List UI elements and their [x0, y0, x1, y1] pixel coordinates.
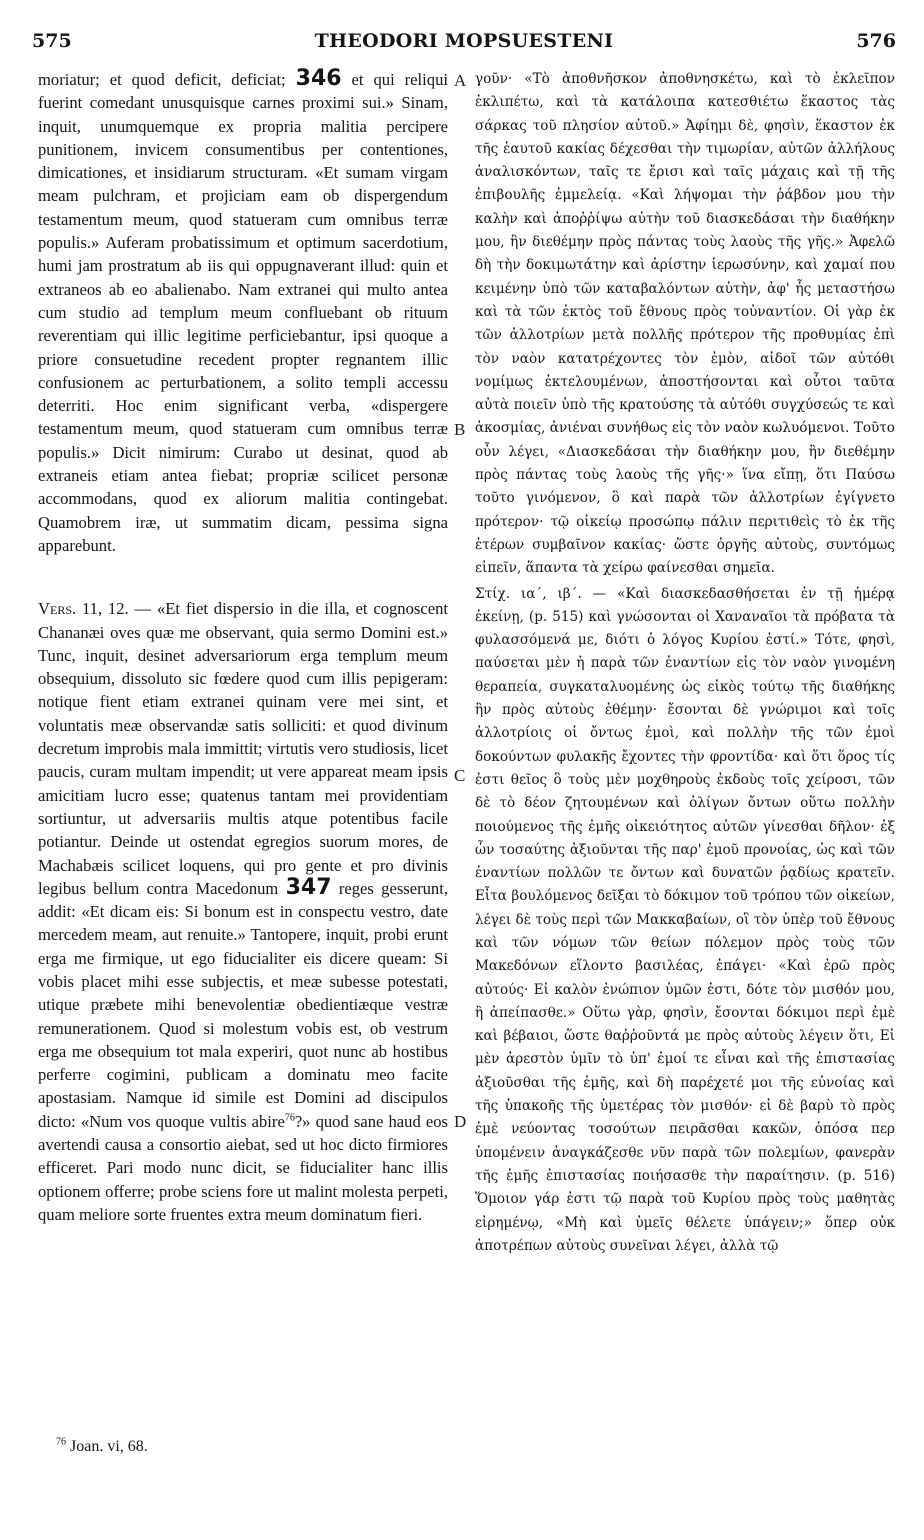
- footnote-ref: 76: [284, 1112, 295, 1124]
- latin-text: et qui reliqui fuerint comedant unusquisque carnes proximi sui.» Sinam, inquit, unumquemque ex propria malitia percipere punitionem, invicem consumentibus per contentiones, dimicationes, et insidiarum structuram. «Et sumam virgam meam pulchram, et projiciam eam ob dispergendum testamentum meum, quod statueram cum omnibus terræ populis.» Auferam probatissimum et optimum sacerdotium, humi jam prostratum ab iis qui oppugnaverant illud: quin et extraneos ab eo abalienabo. Nam extranei qui multo antea cum studio ad templum meum confluebant ob rituum reverentiam qui illic legitime perficiebantur, ipsi quoque a priore consuetudine recedent propter regnantem illic confusionem ac perturbationem, a solito templi accessu deterriti. Hoc enim significant verba, «dispergere testamentum meum, quod statueram cum omnibus terræ populis.» Dicit nimirum: Curabo ut desinat, quod ab extraneis etiam antea fiebat; propriæ scilicet personæ accommodans, quod ex aliorum malitia contingebat. Quamobrem iræ, ut summatim dicam, pessima signa apparebunt.: [38, 70, 448, 555]
- margin-marker-a: A: [454, 71, 467, 90]
- latin-paragraph-1: [38, 68, 448, 557]
- running-title: THEODORI MOPSUESTENI: [314, 30, 614, 52]
- greek-column: [475, 68, 895, 1258]
- page-number-left: 575: [32, 30, 72, 52]
- margin-marker-c: C: [454, 766, 466, 785]
- latin-text: ?» quod sane haud eos avertendi causa a consortio aiebat, sed ut hoc dicto firmiores efficeret. Pari modo nunc dicit, se fiducialiter hanc illis optionem offerre; probe sciens fore ut malint molesta perpeti, quam meliore sorte fruentes extra meum dominatum fieri.: [38, 1111, 448, 1224]
- page-number-right: 576: [856, 30, 896, 52]
- footnote-text: Joan. vi, 68.: [66, 1438, 148, 1455]
- column-number: 346: [295, 66, 342, 91]
- latin-text: — «Et fiet dispersio in die illa, et cognoscent Chananæi oves quæ me observant, quia sermo Domini est.» Tunc, inquit, desinet adversariorum erga templum meum obsequium, dissoluto sic fœdere quod cum illis pepigeram: notique fient etiam extranei quinam vere mei sint, et voluntatis meæ observandæ satis solliciti: et quod divinum decretum improbis mala immittit; virtutis vero studiosis, licet paucis, curam multam impendit; ut vere appareat meam ipsis amicitiam lucro esse; quatenus tantam mei providentiam sortiuntur, ut adversariis multis atque potentibus facile potiantur. Deinde ut ostendat egregios suorum mores, de Machabæis scilicet loquens, qui pro gente et pro divinis legibus bellum contra Macedonum: [38, 599, 448, 898]
- greek-paragraph-2: Στίχ. ια΄, ιβ΄. — «Καὶ διασκεδασθήσεται ἐν τῇ ἡμέρᾳ ἐκείνῃ, (p. 515) καὶ γνώσονται οἱ Χαναναῖοι τὰ πρόβατα τὰ φυλασσόμενά με, διότι ὁ λόγος Κυρίου ἐστί.» Τότε, φησὶ, παύσεται μὲν ἡ παρὰ τῶν ἐναντίων εἰς τὸν ναὸν γινομένη θεραπεία, συγκαταλυομένης ὡς εἰκὸς τούτῳ τῆς διαθήκης ἣν πρὸς αὐτοὺς ἐθέμην· ἔσονται δὲ γνώριμοι καὶ τοῖς ἀλλοτρίοις οἱ ὄντως ἐμοὶ, καὶ πολλὴν τῆς τῶν ἐμοὶ δοκούντων φυλακῆς ἔχοντες τὴν φροντίδα· καὶ ὅτι ὅρος τίς ἐστι θεῖος ὃ τοὺς μὲν μοχθηροὺς ἐκδοὺς τοῖς χείροσι, τῶν δὲ τὸ δέον ζητουμένων καὶ ὀλίγων ὄντων οὕτω πολλὴν ποιούμενος τῆς ἐμῆς οἰκειότητος αὐτῶν γίνεσθαι δῆλον· ἐξ ὧν τοσαύτης ἀξιοῦνται τῆς παρ' ἐμοῦ προνοίας, ὡς καὶ τῶν ἐναντίων πολλῶν τε ὄντων καὶ δυνατῶν ῥᾳδίως κρατεῖν. Εἶτα βουλόμενος δεῖξαι τὸ δόκιμον τοῦ τρόπου τῶν οἰκείων, λέγει δὲ τοὺς περὶ τῶν Μακκαβαίων, οἳ τὸν ὑπὲρ τοῦ ἔθνους καὶ τῶν νόμων τῶν θείων πόλεμον πρὸς τοὺς τῶν Μακεδόνων εἵλοντο βασιλέας, ἐπάγει· «Καὶ ἐρῶ πρὸς αὐτούς· Εἰ καλὸν ἐνώπιον ὑμῶν ἐστι, δότε τὸν μισθόν μου, ἢ ἀπείπασθε.» Οὕτω γὰρ, φησὶν, ἔσονται δόκιμοι περὶ ἐμὲ καὶ βέβαιοι, ὥστε θαῤῥοῦντά με πρὸς αὐτοὺς λέγειν ὅτι, Εἰ μὲν ἀρεστὸν ὑμῖν τὸ ὑπ' ἐμοί τε εἶναι καὶ τῆς ἐπιστασίας ἀξιοῦσθαι τῆς ἐμῆς, καὶ δὴ παρέχετέ μοι τῆς εὐνοίας καὶ τῆς ὑπακοῆς τῆς ὑμετέρας τὸν μισθόν· εἰ δὲ βαρὺ τὸ πρὸς ἐμὲ νεύοντας τοσούτων πειρᾶσθαι κακῶν, ὁπόσα περ ὑπομένειν ἀναγκάζεσθε νῦν παρὰ τῶν πολεμίων, φανερὰν τῆς ἐμῆς ἐπιστασίας ποιήσασθε τὴν παραίτησιν. (p. 516) Ὅμοιον γάρ ἐστι τῷ παρὰ τοῦ Κυρίου πρὸς τοὺς μαθητὰς εἰρημένῳ, «Μὴ καὶ ὑμεῖς θέλετε ὑπάγειν;» ὅπερ οὐκ ἀποτρέπων αὐτοὺς συνεῖναι λέγει, ἀλλὰ τῷ: [475, 585, 895, 1254]
- footnote: [56, 1438, 148, 1456]
- column-number: 347: [285, 874, 332, 900]
- greek-paragraph-1: γοῦν· «Τὸ ἀποθνῆσκον ἀποθνησκέτω, καὶ τὸ ἐκλεῖπον ἐκλιπέτω, καὶ τὰ κατάλοιπα κατεσθιέτω ἕκαστος τὰς σάρκας τοῦ πλησίον αὐτοῦ.» Ἀφίημι δὲ, φησὶν, ἕκαστον ἐκ τῆς ἑαυτοῦ κακίας δέχεσθαι τὴν τιμωρίαν, αὐτῶν ἀλλήλους ἀναλισκόντων, ταῖς τε ἔρισι καὶ ταῖς μάχαις καὶ τῇ τῆς ἐπιβουλῆς ἐμμελείᾳ. «Καὶ λήψομαι τὴν ῥάβδον μου τὴν καλὴν καὶ ἀποῤῥίψω αὐτὴν τοῦ διασκεδάσαι τὴν διαθήκην μου, ἣν διεθέμην πρὸς πάντας τοὺς λαοὺς τῆς γῆς.» Ἀφελῶ δὴ τὴν δοκιμωτάτην καὶ ἀρίστην ἱερωσύνην, καὶ χαμαί που κειμένην ὑπὸ τῶν καταβαλόντων αὐτὴν, ἀφ' ἧς μεταστήσω καὶ τὰ τῶν ἐκτὸς τοῦ ἔθνους πρὸς τοὐναντίον. Οἱ γὰρ ἐκ τῶν ἀλλοτρίων μετὰ πολλῆς πρότερον τῆς προθυμίας ἐπὶ τὸν ναὸν κατατρέχοντες τὸν ἐμὸν, αἰδοῖ τῶν αὐτόθι νομίμως ἐκτελουμένων, ἀποστήσονται καὶ οὗτοι ταῦτα αὐτὰ ποιεῖν ὑπὸ τῆς κρατούσης τὰ αὐτόθι συγχύσεώς τε καὶ ἀκοσμίας, ἀνιέναι συνήθως εἰς τὸν ναὸν κωλυόμενοι. Τοῦτο οὖν λέγει, «Διασκεδάσαι τὴν διαθήκην μου, ἣν διεθέμην πρὸς πάντας τοὺς λαοὺς τῆς γῆς·» ἵνα εἴπῃ, ὅτι Παύσω τοῦτο γινόμενον, ὃ καὶ παρὰ τῶν ἀλλοτρίων ἐγίγνετο πρότερον· τῷ οἰκείῳ προσώπῳ πάλιν περιτιθεὶς τὸ ἐκ τῆς ἑτέρων συμβαῖνον κακίας· ὥστε ὀργῆς αὐτοὺς, συντόμως εἰπεῖν, ἅπαντα τὰ χείρω φαίνεσθαι σημεῖα.: [475, 71, 895, 577]
- margin-marker-d: D: [454, 1112, 467, 1131]
- verse-label: Vers. 11, 12.: [38, 599, 129, 619]
- latin-column: [38, 68, 448, 1226]
- footnote-number: 76: [56, 1436, 66, 1448]
- latin-text: reges gesserunt, addit: «Et dicam eis: Si bonum est in conspectu vestro, date mercedem meam, aut renuite.» Tantopere, inquit, probi erunt erga me firmique, ut ego fiducialiter eis dicere queam: Si vobis placet mihi esse subjectis, et meæ subesse potestati, utique præbete mihi benevolentiæ obedientiæque vestræ remunerationem. Quod si molestum vobis est, ob vestrum erga me obsequium tot mala experiri, quot nunc ab hostibus perferre cogimini, publicam a dominatu meo facite apostasiam. Namque id simile est Domini ad discipulos dicto: «Num vos quoque vultis abire: [38, 878, 448, 1131]
- margin-marker-b: B: [454, 420, 466, 439]
- latin-text: moriatur; et quod deficit, deficiat;: [38, 70, 286, 89]
- latin-paragraph-2: [38, 597, 448, 1226]
- page-header: [30, 30, 898, 64]
